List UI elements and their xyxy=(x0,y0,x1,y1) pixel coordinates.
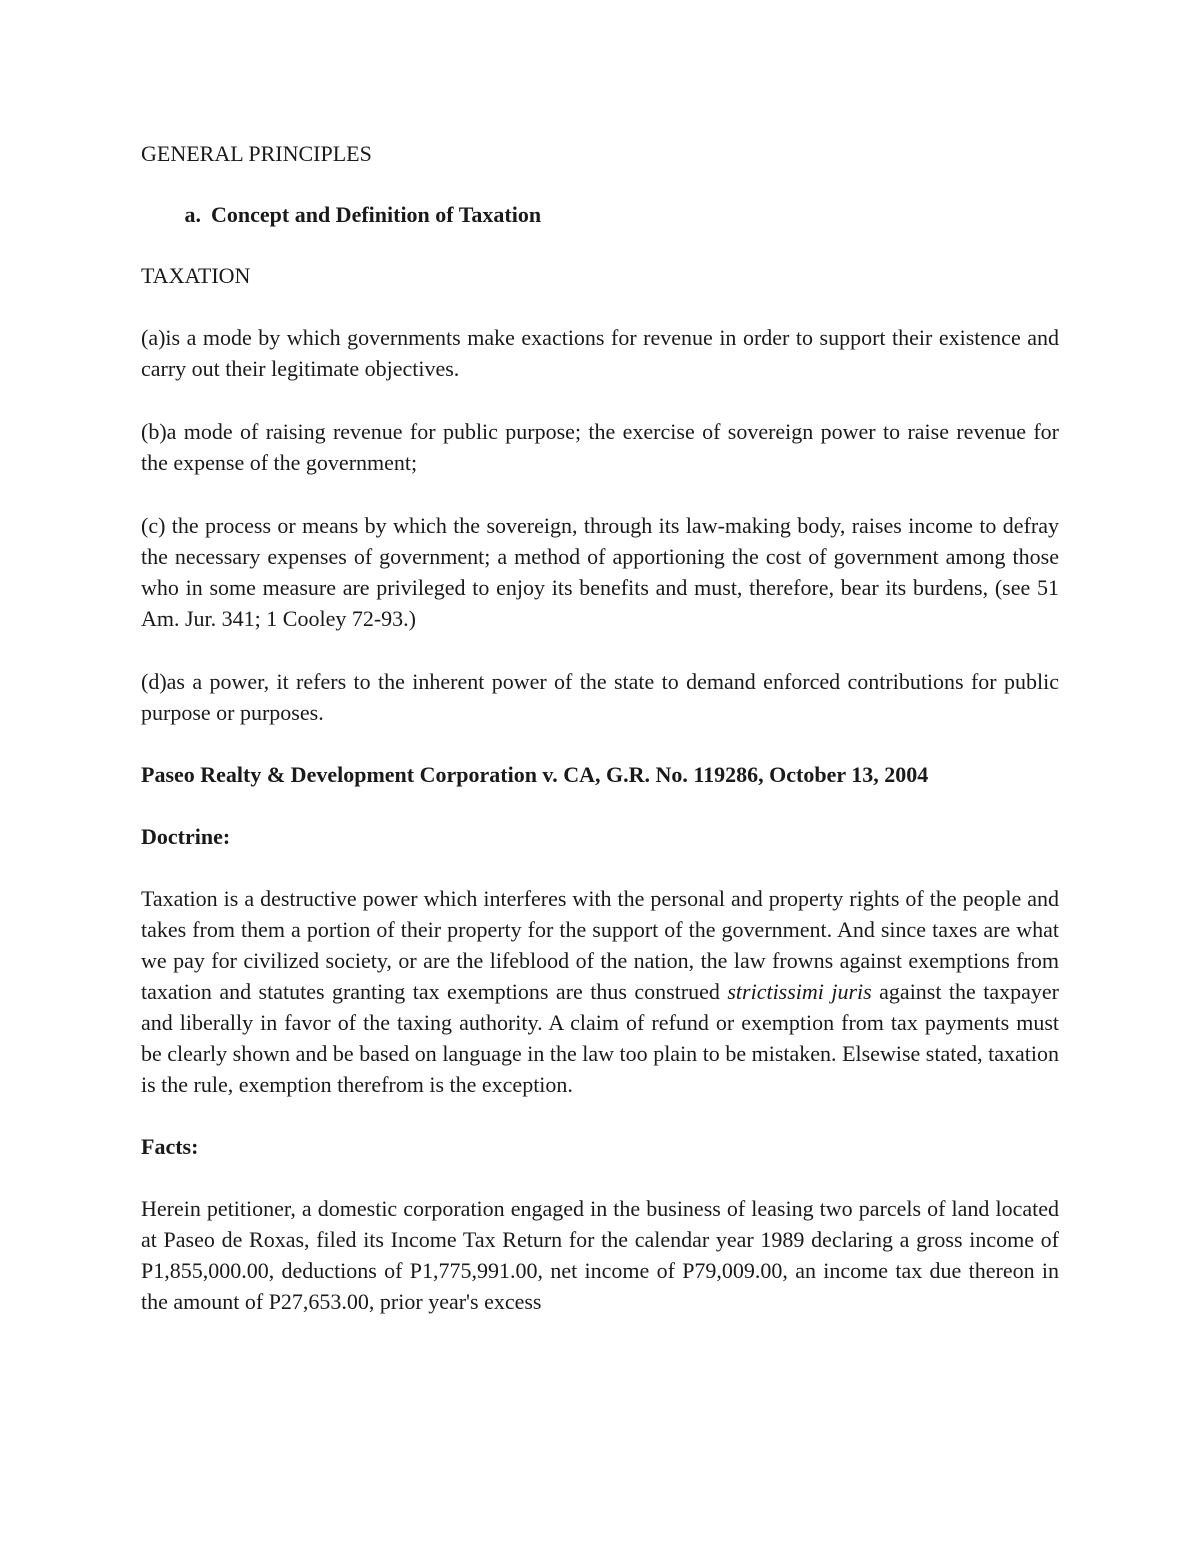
doctrine-text-part2: against the taxpayer and liberally in favor of the taxing authority. A claim of refund or exemption from tax payments must be clearly shown and be based on language in the law too plain to be mistaken. Elsewise stated, taxation is the rule, exemption therefrom is the exception. xyxy=(141,979,1059,1097)
document-page xyxy=(141,138,1059,1317)
facts-text: Herein petitioner, a domestic corporation engaged in the business of leasing two parcels of land located at Paseo de Roxas, filed its Income Tax Return for the calendar year 1989 declaring a gross income of P1,855,000.00, deductions of P1,775,991.00, net income of P79,009.00, an income tax due thereon in the amount of P27,653.00, prior year's excess xyxy=(141,1196,1059,1314)
subsection-heading xyxy=(141,199,1059,230)
doctrine-text xyxy=(141,883,1059,1100)
doctrine-label: Doctrine: xyxy=(141,824,231,849)
subsection-marker: a. xyxy=(184,202,201,227)
doctrine-text-part1: Taxation is a destructive power which interferes with the personal and property rights of the people and takes from them a portion of their property for the support of the government. And since taxes are what we pay for civilized society, or are the lifeblood of the nation, the law frowns against exemptions from taxation and statutes granting tax exemptions are thus construed xyxy=(141,886,1059,1004)
definition-a: (a)is a mode by which governments make exactions for revenue in order to support their existence and carry out their legitimate objectives. xyxy=(141,325,1059,381)
doctrine-text-italic: strictissimi juris xyxy=(727,979,872,1004)
taxation-title: TAXATION xyxy=(141,263,251,288)
definition-d: (d)as a power, it refers to the inherent power of the state to demand enforced contributions for public purpose or purposes. xyxy=(141,669,1059,725)
facts-label: Facts: xyxy=(141,1134,199,1159)
definition-b: (b)a mode of raising revenue for public purpose; the exercise of sovereign power to raise revenue for the expense of the government; xyxy=(141,419,1059,475)
definition-c: (c) the process or means by which the sovereign, through its law-making body, raises income to defray the necessary expenses of government; a method of apportioning the cost of government among those who in some measure are privileged to enjoy its benefits and must, therefore, bear its burdens, (see 51 Am. Jur. 341; 1 Cooley 72-93.) xyxy=(141,513,1059,631)
case-title: Paseo Realty & Development Corporation v. CA, G.R. No. 119286, October 13, 2004 xyxy=(141,762,929,787)
subsection-title: Concept and Definition of Taxation xyxy=(211,202,542,227)
section-heading: GENERAL PRINCIPLES xyxy=(141,141,372,166)
